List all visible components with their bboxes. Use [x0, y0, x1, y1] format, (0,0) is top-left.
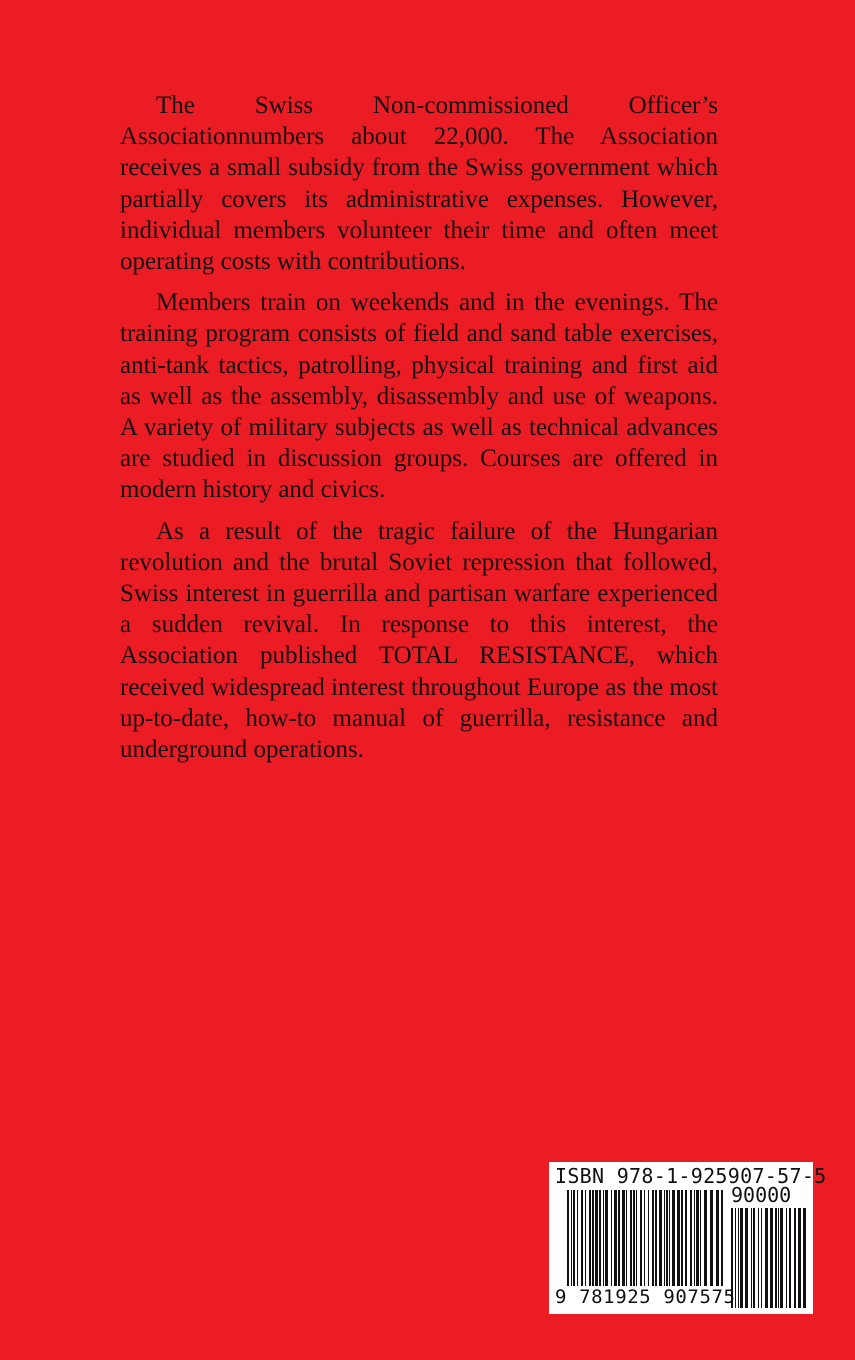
barcode-bar	[716, 1190, 719, 1286]
barcode-bar	[595, 1190, 598, 1286]
barcode-bar	[603, 1190, 604, 1286]
barcode-bar	[618, 1190, 620, 1286]
barcode-bar	[581, 1190, 583, 1286]
barcode-bar	[571, 1190, 572, 1286]
barcode-bar	[780, 1208, 783, 1308]
blurb-paragraph-1: The Swiss Non-commissioned Officer’s Associationnumbers about 22,000. The Association receives a small subsidy from the Swiss government which partially covers its administrative expenses. However, individual members volunteer their time and often meet operating costs with contributions.	[120, 92, 718, 276]
barcode-bar	[710, 1190, 713, 1286]
blurb-paragraph-2: Members train on weekends and in the evenings. The training program consists of field and sand table exercises, anti-tank tactics, patrolling, physical training and first aid as well as the assembly, disassembly and use of weapons. A variety of military subjects as well as technical advances are studied in discussion groups. Courses are offered in modern history and civics.	[120, 289, 718, 504]
barcode-bar	[644, 1190, 645, 1286]
barcode-bar	[589, 1190, 591, 1286]
barcode-bar	[585, 1190, 586, 1286]
barcode-bar	[778, 1208, 779, 1308]
barcode-bar	[652, 1190, 654, 1286]
barcode-bar	[704, 1190, 707, 1286]
barcode-bar	[694, 1190, 695, 1286]
barcode-bar	[640, 1190, 642, 1286]
barcode-bar	[681, 1190, 683, 1286]
barcode-bar	[798, 1208, 801, 1308]
barcode-bar	[636, 1190, 637, 1286]
barcode-bar	[758, 1208, 759, 1308]
barcode-bar	[664, 1190, 665, 1286]
barcode-bar	[677, 1190, 680, 1286]
barcode-bar	[751, 1208, 752, 1308]
barcode-bar	[770, 1208, 773, 1308]
price-addon-number: 90000	[731, 1183, 792, 1207]
barcode-bar	[648, 1190, 649, 1286]
barcode-bar	[789, 1208, 791, 1308]
barcode-bar	[659, 1190, 662, 1286]
barcode-bar	[622, 1190, 625, 1286]
barcode-bar	[614, 1190, 617, 1286]
barcode-bar	[761, 1208, 762, 1308]
barcode-bar	[721, 1190, 723, 1286]
barcode-bar	[700, 1190, 701, 1286]
barcode-bar	[599, 1190, 601, 1286]
barcode-bar	[626, 1190, 627, 1286]
isbn-label: ISBN 978-1-925907-57-5	[555, 1164, 827, 1188]
barcode-bar	[794, 1208, 796, 1308]
barcode-bar	[605, 1190, 608, 1286]
barcode-bar	[745, 1208, 748, 1308]
barcode-bar	[685, 1190, 687, 1286]
barcode-bar	[738, 1208, 739, 1308]
barcode-bar	[666, 1190, 668, 1286]
barcode-bar	[775, 1208, 777, 1308]
barcode-bar	[753, 1208, 755, 1308]
barcode-bar	[786, 1208, 787, 1308]
ean-digits: 9 781925 907575	[555, 1286, 736, 1308]
barcode-bar	[630, 1190, 632, 1286]
blurb-paragraph-3: As a result of the tragic failure of the Hungarian revolution and the brutal Soviet repression that followed, Swiss interest in guerrilla and partisan warfare experienced a sudden revival. In response to this interest, the Association published TOTAL RESISTANCE, which received widespread interest throughout Europe as the most up-to-date, how-to manual of guerrilla, resistance and underground operations.	[120, 517, 718, 764]
barcode-bar	[765, 1208, 768, 1308]
barcode-bar	[567, 1190, 569, 1286]
barcode-bar	[740, 1208, 743, 1308]
barcode-bar	[672, 1190, 675, 1286]
barcode-bar	[803, 1208, 806, 1308]
blurb-text	[120, 90, 718, 775]
isbn-barcode	[549, 1162, 827, 1314]
barcode-bar	[696, 1190, 699, 1286]
barcode-bar	[577, 1190, 578, 1286]
barcode-bar	[633, 1190, 635, 1286]
barcode-bar	[655, 1190, 657, 1286]
barcode-bar	[611, 1190, 612, 1286]
barcode-bar	[573, 1190, 575, 1286]
barcode-bar	[592, 1190, 594, 1286]
barcode-bar	[669, 1190, 670, 1286]
barcode-bar	[690, 1190, 692, 1286]
